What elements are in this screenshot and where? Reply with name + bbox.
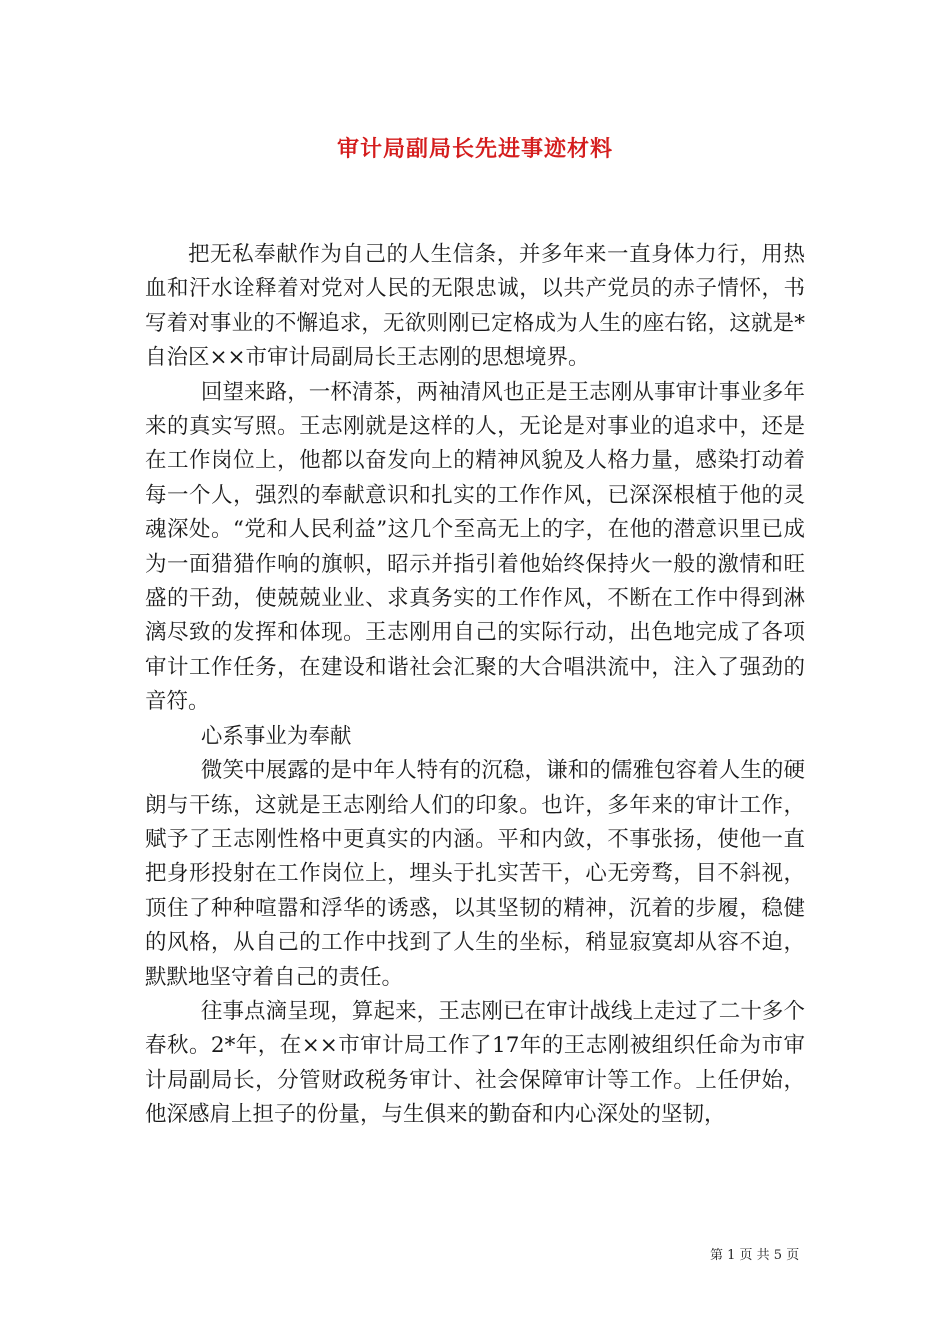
paragraph-intro: 把无私奉献作为自己的人生信条，并多年来一直身体力行，用热血和汗水诠释着对党对人民的无限忠诚，以共产党员的赤子情怀，书写着对事业的不懈追求，无欲则刚已定格成为人生的座右铭，这就是*自治区××市审计局副局长王志刚的思想境界。: [145, 242, 805, 371]
document-title: 审计局副局长先进事迹材料: [336, 136, 613, 162]
paragraph-looking-back: 回望来路，一杯清茶，两袖清风也正是王志刚从事审计事业多年来的真实写照。王志刚就是这样的人，无论是对事业的追求中，还是在工作岗位上，他都以奋发向上的精神风貌及人格力量，感染打动着每一个人，强烈的奉献意识和扎实的工作作风，已深深根植于他的灵魂深处。“党和人民利益”这几个至高无上的字，在他的潜意识里已成为一面猎猎作响的旗帜，昭示并指引着他始终保持火一般的激情和旺盛的干劲，使兢兢业业、求真务实的工作作风，不断在工作中得到淋漓尽致的发挥和体现。王志刚用自己的实际行动，出色地完成了各项审计工作任务，在建设和谐社会汇聚的大合唱洪流中，注入了强劲的音符。: [145, 379, 805, 715]
document-body: [145, 238, 805, 1133]
section-heading: 心系事业为奉献: [200, 723, 352, 749]
page-number-footer: 第 1 页 共 5 页: [710, 1248, 800, 1263]
paragraph-history: 往事点滴呈现，算起来，王志刚已在审计战线上走过了二十多个春秋。2*年，在××市审计局工作了17年的王志刚被组织任命为市审计局副局长，分管财政税务审计、社会保障审计等工作。上任伊始，他深感肩上担子的份量，与生俱来的勤奋和内心深处的坚韧，: [145, 998, 805, 1128]
paragraph-impression: 微笑中展露的是中年人特有的沉稳，谦和的儒雅包容着人生的硬朗与干练，这就是王志刚给人们的印象。也许，多年来的审计工作，赋予了王志刚性格中更真实的内涵。平和内敛，不事张扬，使他一直把身形投射在工作岗位上，埋头于扎实苦干，心无旁骛，目不斜视，顶住了种种喧嚣和浮华的诱惑，以其坚韧的精神，沉着的步履，稳健的风格，从自己的工作中找到了人生的坐标，稍显寂寞却从容不迫，默默地坚守着自己的责任。: [145, 758, 805, 990]
